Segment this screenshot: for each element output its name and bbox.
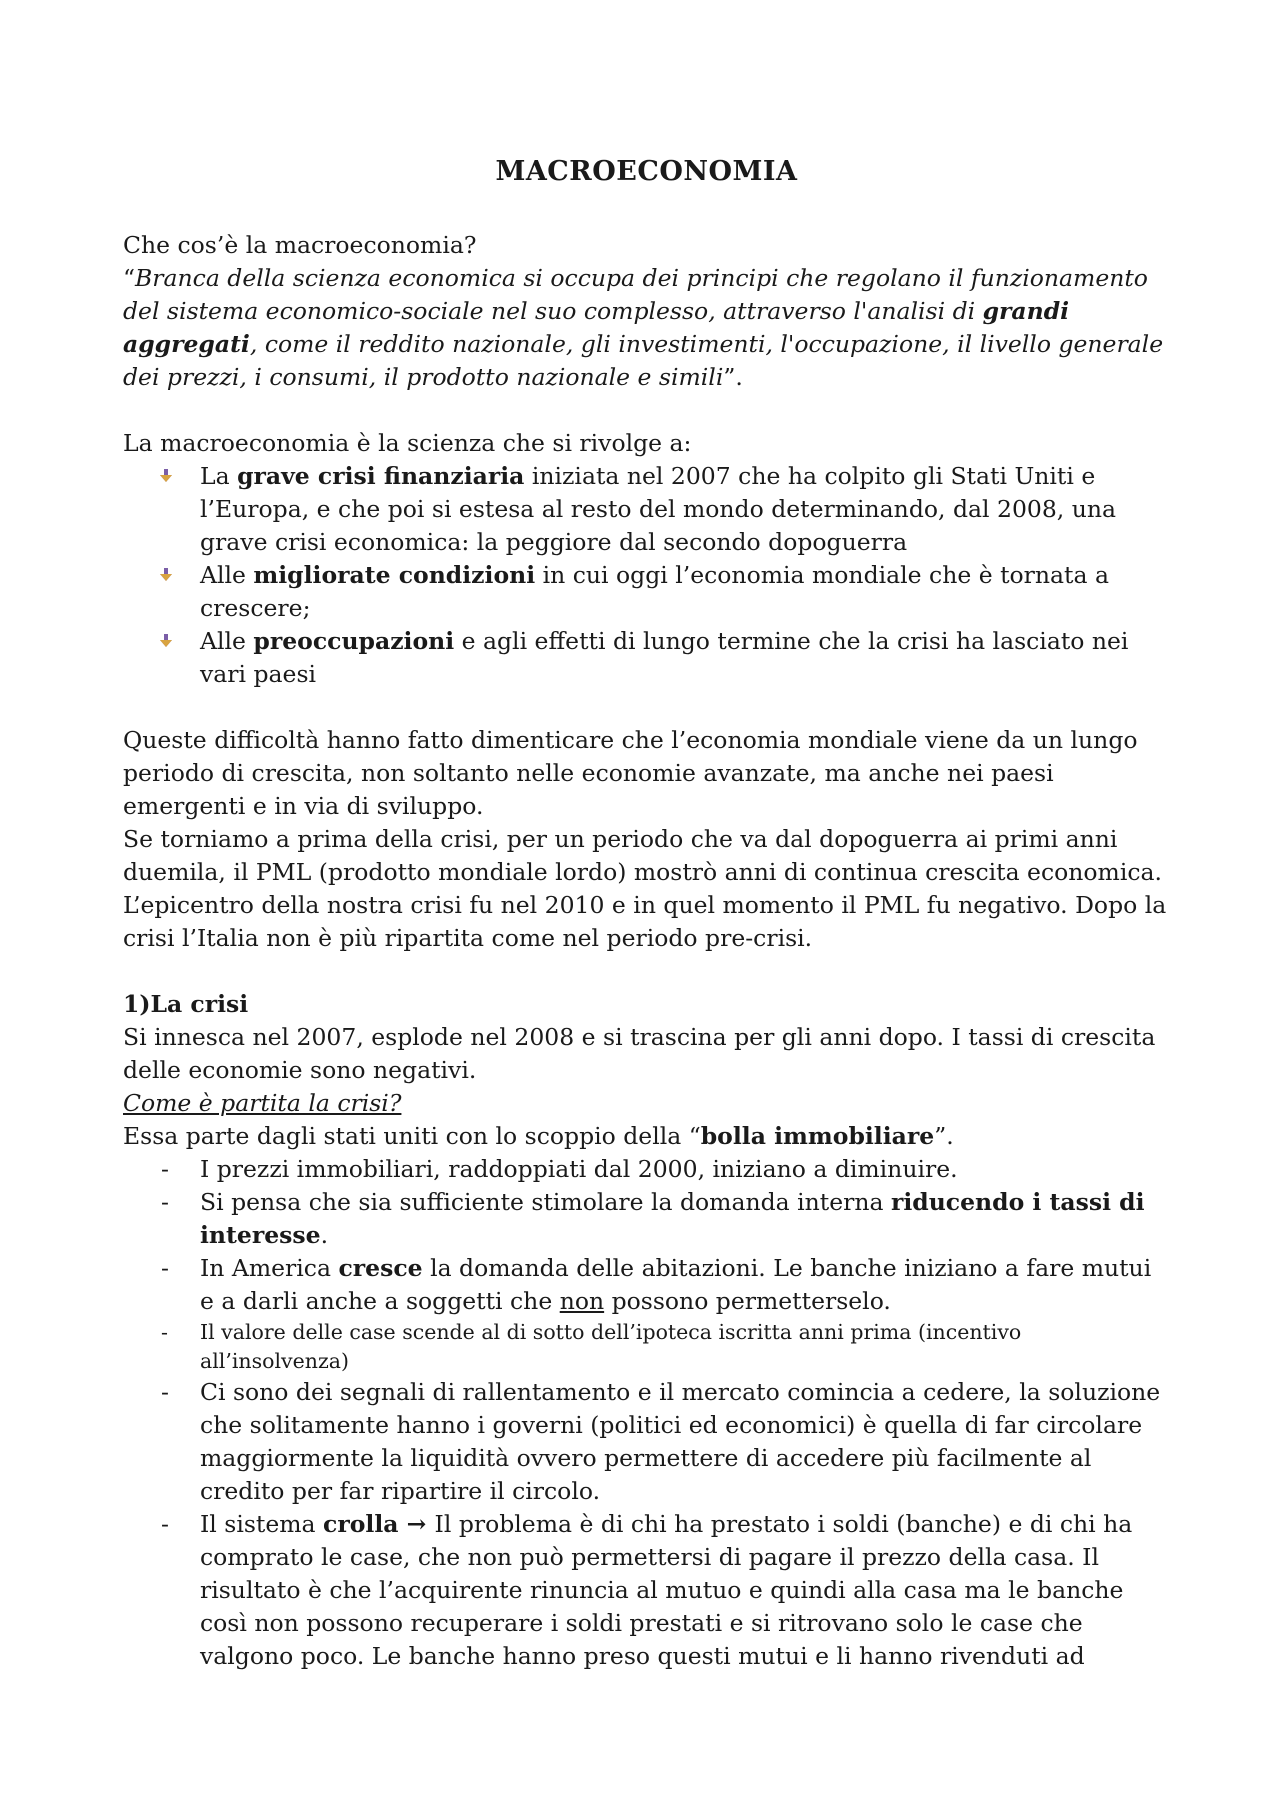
list-item-bold: crolla	[323, 1510, 399, 1538]
arrow-bullet-icon	[159, 469, 173, 483]
list-item	[123, 1252, 1170, 1318]
dash-marker: -	[161, 1155, 169, 1183]
lead-post: ”.	[934, 1122, 954, 1150]
quote-text-1: Branca della scienza economica si occupa dei principi che regolano il funzionamento del sistema economico-sociale nel suo complesso, attraverso l'analisi di	[123, 264, 1148, 325]
list-item-post: Il problema è di chi ha prestato i soldi (banche) e di chi ha comprato le case, che non può permettersi di pagare il prezzo della casa. Il risultato è che l’acquirente rinuncia al mutuo e quindi alla casa ma le banche così non possono recuperare i soldi prestati e si ritrovano solo le case che valgono poco. Le banche hanno preso questi mutui e li hanno rivenduti ad	[200, 1510, 1133, 1670]
section-lead	[123, 1120, 1170, 1153]
crisis-list	[123, 1153, 1170, 1673]
list-item-bold: migliorate condizioni	[253, 561, 536, 589]
list-item-bold: preoccupazioni	[253, 627, 455, 655]
list-item-pre: In America	[200, 1254, 339, 1282]
lead-bold: bolla immobiliare	[700, 1122, 935, 1150]
quote-close: ”.	[723, 363, 743, 391]
arrow-bullet-icon	[159, 634, 173, 648]
list-item-post: possono permetterselo.	[604, 1287, 891, 1315]
lead-pre: Essa parte dagli stati uniti con lo scoppio della “	[123, 1122, 701, 1150]
list-item-text: Ci sono dei segnali di rallentamento e il mercato comincia a cedere, la soluzione che solitamente hanno i governi (politici ed economici) è quella di far circolare maggiormente la liquidità ovvero permettere di accedere più facilmente al credito per far ripartire il circolo.	[200, 1378, 1161, 1505]
intro-quote	[123, 262, 1170, 394]
list-item	[123, 559, 1170, 625]
list-item-mid: la domanda delle abitazioni. Le banche iniziano a fare mutui e a darli anche a soggetti che	[200, 1254, 1152, 1315]
section-subheading: Come è partita la crisi?	[123, 1089, 402, 1117]
list-item-pre: Si pensa che sia sufficiente stimolare la domanda interna	[200, 1188, 891, 1216]
dash-marker: -	[161, 1510, 169, 1538]
paragraph: Se torniamo a prima della crisi, per un periodo che va dal dopoguerra ai primi anni duemila, il PML (prodotto mondiale lordo) mostrò anni di continua crescita economica. L’epicentro della nostra crisi fu nel 2010 e in quel momento il PML fu negativo. Dopo la crisi l’Italia non è più ripartita come nel periodo pre-crisi.	[123, 825, 1167, 952]
list-item	[123, 1508, 1170, 1673]
list-item	[123, 1153, 1170, 1186]
section-heading: 1)La crisi	[123, 990, 249, 1018]
list-item	[123, 625, 1170, 691]
page-title: MACROECONOMIA	[495, 156, 798, 187]
list-item	[123, 1186, 1170, 1252]
scope-lead: La macroeconomia è la scienza che si rivolge a:	[123, 429, 692, 457]
list-item-post: e agli effetti di lungo termine che la crisi ha lasciato nei vari paesi	[200, 627, 1129, 688]
dash-marker: -	[161, 1320, 168, 1344]
quote-text-2: , come il reddito nazionale, gli investimenti, l'occupazione, il livello generale dei prezzi, i consumi, il prodotto nazionale e simili	[123, 330, 1164, 391]
list-item-pre: La	[200, 462, 238, 490]
dash-marker: -	[161, 1378, 169, 1406]
dash-marker: -	[161, 1254, 169, 1282]
list-item	[123, 1376, 1170, 1508]
arrow-bullet-icon	[159, 568, 173, 582]
intro-question: Che cos’è la macroeconomia?	[123, 231, 477, 259]
list-item-pre: Il sistema	[200, 1510, 324, 1538]
quote-bold: grandi aggregati	[123, 297, 1070, 358]
list-item-post: iniziata nel 2007 che ha colpito gli Stati Uniti e l’Europa, e che poi si estesa al resto del mondo determinando, dal 2008, una grave crisi economica: la peggiore dal secondo dopoguerra	[200, 462, 1117, 556]
list-item-bold: grave crisi finanziaria	[237, 462, 525, 490]
paragraph: Queste difficoltà hanno fatto dimenticare che l’economia mondiale viene da un lungo periodo di crescita, non soltanto nelle economie avanzate, ma anche nei paesi emergenti e in via di sviluppo.	[123, 726, 1138, 820]
section-text: Si innesca nel 2007, esplode nel 2008 e si trascina per gli anni dopo. I tassi di crescita delle economie sono negativi.	[123, 1023, 1156, 1084]
list-item-post: in cui oggi l’economia mondiale che è tornata a crescere;	[200, 561, 1109, 622]
list-item-post: .	[320, 1221, 329, 1249]
arrow-icon: →	[398, 1510, 435, 1538]
list-item-text: I prezzi immobiliari, raddoppiati dal 2000, iniziano a diminuire.	[200, 1155, 958, 1183]
list-item-bold: riducendo i tassi di interesse	[200, 1188, 1145, 1249]
list-item-pre: Alle	[200, 627, 254, 655]
list-item-pre: Alle	[200, 561, 254, 589]
list-item-bold: cresce	[338, 1254, 423, 1282]
quote-open: “	[123, 264, 136, 292]
list-item-underline: non	[559, 1287, 605, 1315]
list-item	[123, 460, 1170, 559]
list-item	[123, 1318, 1170, 1376]
dash-marker: -	[161, 1188, 169, 1216]
list-item-text: Il valore delle case scende al di sotto dell’ipoteca iscritta anni prima (incentivo all’insolvenza)	[200, 1320, 1022, 1373]
scope-list	[123, 460, 1170, 691]
